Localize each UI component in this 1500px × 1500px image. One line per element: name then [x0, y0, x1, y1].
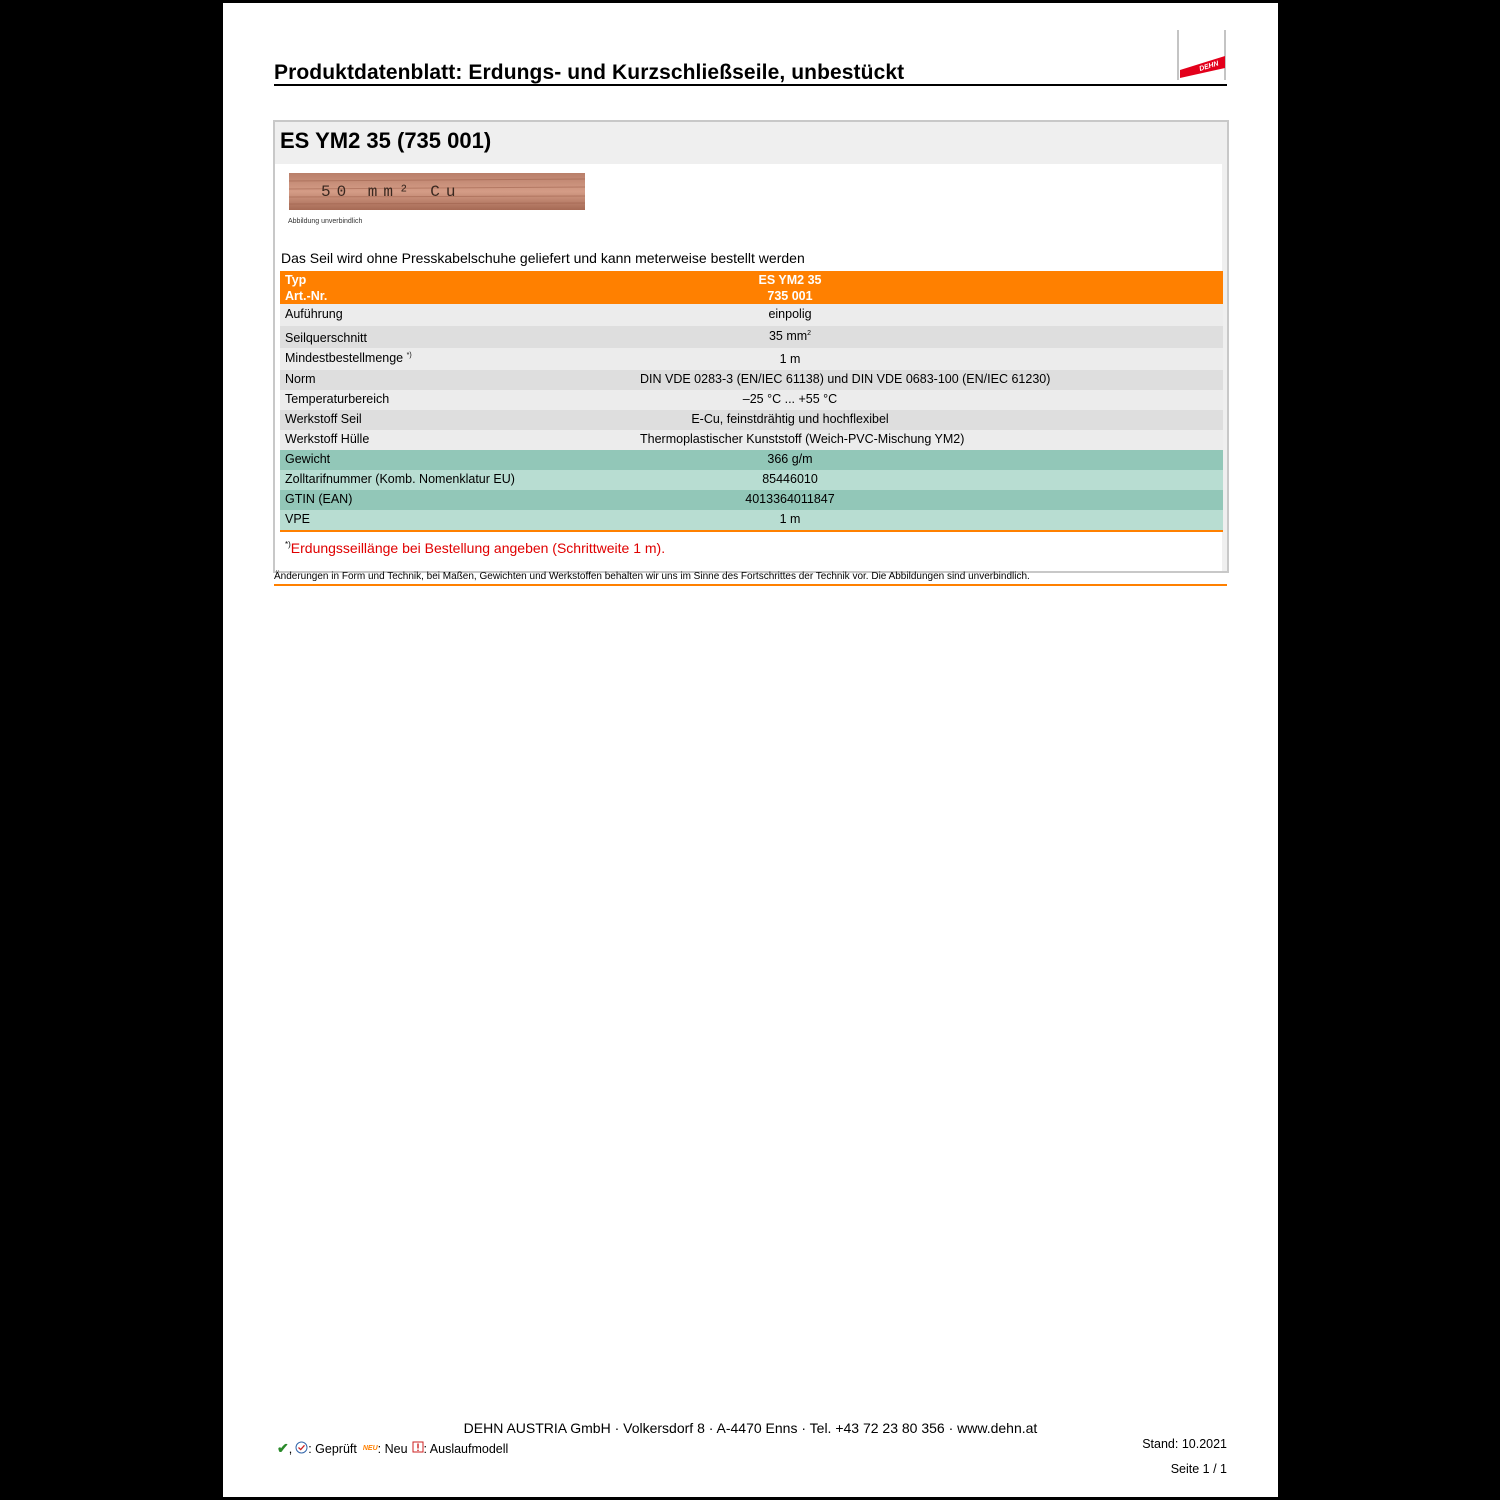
product-heading: ES YM2 35 (735 001): [280, 128, 492, 153]
dehn-logo: [1176, 30, 1228, 80]
spec-label-text: Mindestbestellmenge: [285, 351, 404, 365]
spec-value: 1 m: [779, 512, 801, 526]
intro-text: Das Seil wird ohne Presskabelschuhe geliefert und kann meterweise bestellt werden: [281, 250, 805, 266]
revision-date: Stand: 10.2021: [1142, 1437, 1227, 1451]
footnote: [285, 540, 665, 556]
disclaimer-rule: [274, 584, 1227, 586]
spec-label: Temperaturbereich: [285, 392, 390, 406]
spec-label: GTIN (EAN): [285, 492, 353, 506]
spec-row: [280, 304, 1223, 326]
art-label: Art.-Nr.: [285, 289, 328, 303]
spec-row: [280, 390, 1223, 410]
spec-label: Norm: [285, 372, 316, 386]
company-footer: DEHN AUSTRIA GmbH · Volkersdorf 8 · A-4470 Enns · Tel. +43 72 23 80 356 · www.dehn.at: [463, 1420, 1038, 1436]
footnote-text: Erdungsseillänge bei Bestellung angeben (Schrittweite 1 m).: [290, 540, 666, 556]
spec-row: [280, 470, 1223, 490]
spec-value: Thermoplastischer Kunststoff (Weich-PVC-Mischung YM2): [640, 432, 965, 446]
legend-phase-out-label: : Auslaufmodell: [423, 1441, 509, 1456]
spec-header-row: [280, 271, 1223, 304]
spec-value: DIN VDE 0283-3 (EN/IEC 61138) und DIN VDE 0683-100 (EN/IEC 61230): [640, 372, 1051, 386]
spec-value: [640, 329, 940, 343]
product-card-header: [275, 122, 1227, 164]
spec-label: Gewicht: [285, 452, 331, 466]
typ-value: ES YM2 35: [758, 273, 822, 287]
spec-value: –25 °C ... +55 °C: [742, 392, 838, 406]
document-title: Produktdatenblatt: Erdungs- und Kurzschließseile, unbestückt: [274, 61, 905, 84]
spec-label: Auführung: [285, 307, 343, 321]
spec-row: [280, 490, 1223, 510]
spec-row: [280, 326, 1223, 348]
spec-value: 366 g/m: [767, 452, 813, 466]
spec-value: 4013364011847: [745, 492, 835, 506]
photo-caption: Abbildung unverbindlich: [288, 218, 363, 225]
spec-label: Zolltarifnummer (Komb. Nomenklatur EU): [285, 472, 515, 486]
typ-label: Typ: [285, 273, 307, 287]
legend-new-label: : Neu: [377, 1441, 408, 1456]
datasheet-page: [223, 3, 1278, 1497]
product-photo: [289, 173, 585, 210]
superscript: 2: [807, 329, 812, 337]
spec-label: Seilquerschnitt: [285, 331, 367, 345]
legend-separator: ,: [288, 1441, 293, 1456]
status-legend: [277, 1440, 508, 1457]
footnote-mark: *): [285, 540, 291, 549]
spec-row: [280, 410, 1223, 430]
spec-label: VPE: [285, 512, 311, 526]
product-card: [273, 120, 1229, 573]
table-bottom-rule: [280, 530, 1223, 532]
photo-print-text: 50 mm² Cu: [321, 183, 462, 201]
page-number: Seite 1 / 1: [1170, 1462, 1227, 1476]
spec-row: [280, 370, 1223, 390]
spec-value-text: 35 mm: [768, 329, 808, 343]
spec-value: einpolig: [768, 307, 812, 321]
legend-tested-label: : Geprüft: [308, 1441, 357, 1456]
spec-row: [280, 348, 1223, 370]
art-value: 735 001: [767, 289, 813, 303]
spec-value: 1 m: [779, 352, 801, 366]
spec-value: 85446010: [762, 472, 818, 486]
footnote-ref: *): [406, 351, 412, 359]
logo-text: DEHN: [1198, 60, 1220, 73]
checkmark-icon: ✔: [277, 1440, 289, 1456]
phase-out-icon: [412, 1441, 424, 1456]
new-badge-icon: NEU: [362, 1445, 378, 1452]
spec-row: [280, 430, 1223, 450]
spec-label: [285, 351, 412, 365]
title-rule: [274, 84, 1227, 86]
tested-stamp-icon: [295, 1441, 308, 1457]
spec-value: E-Cu, feinstdrähtig und hochflexibel: [691, 412, 889, 426]
spec-label: Werkstoff Hülle: [285, 432, 370, 446]
spec-label: Werkstoff Seil: [285, 412, 362, 426]
spec-row: [280, 450, 1223, 470]
disclaimer: Änderungen in Form und Technik, bei Maßen, Gewichten und Werkstoffen behalten wir uns im Sinne des Fortschrittes der Technik vor. Die Abbildungen sind unverbindlich.: [274, 571, 1030, 582]
spec-table: [280, 271, 1223, 532]
spec-row: [280, 510, 1223, 530]
